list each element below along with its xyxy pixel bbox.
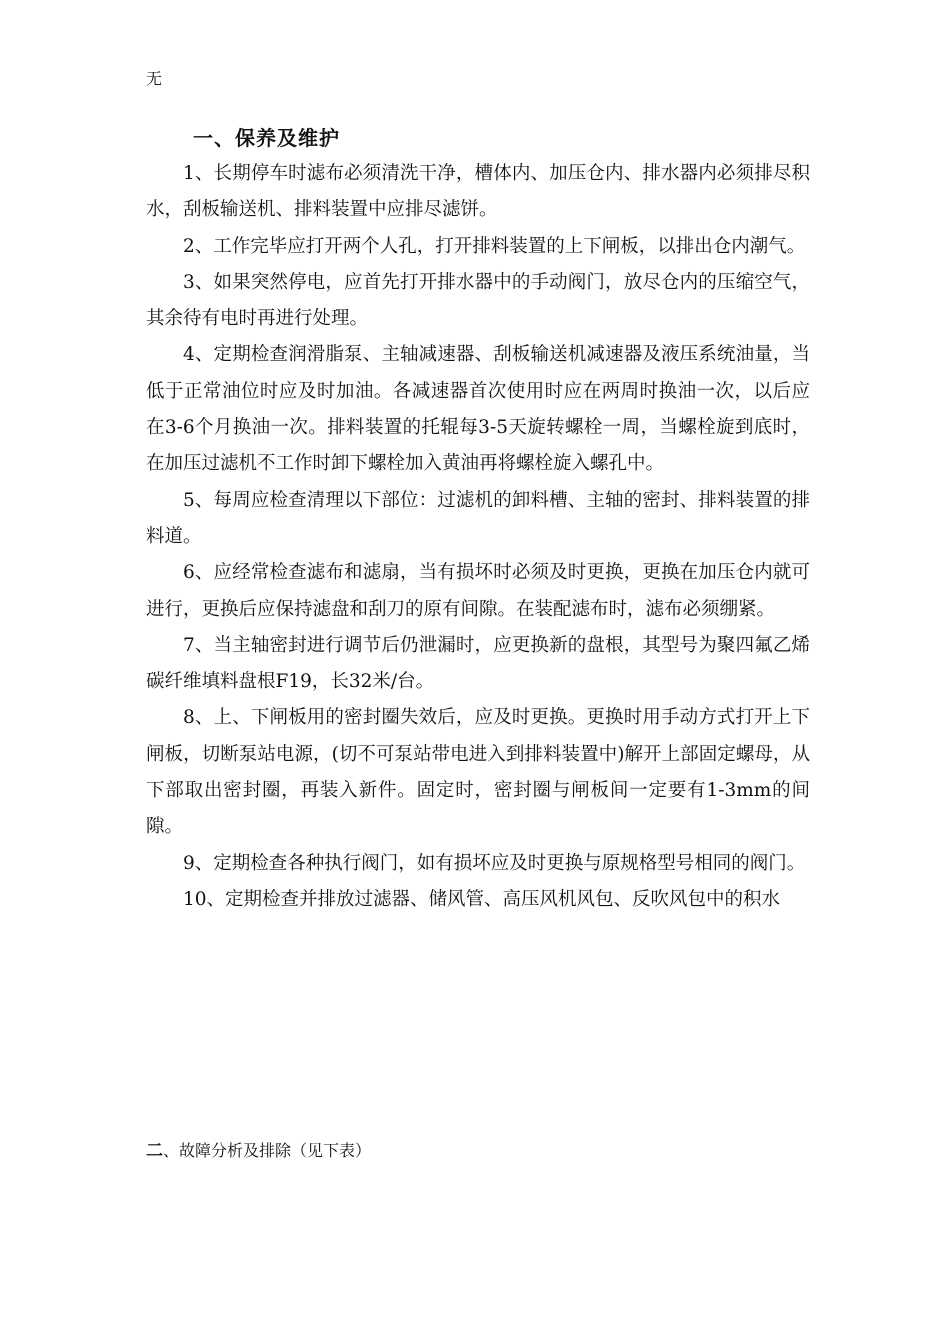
paragraph-7: 7、当主轴密封进行调节后仍泄漏时，应更换新的盘根，其型号为聚四氟乙烯碳纤维填料盘根F19，长32米/台。 xyxy=(146,634,810,693)
paragraph-9: 9、定期检查各种执行阀门，如有损坏应及时更换与原规格型号相同的阀门。 xyxy=(183,852,806,874)
section-title-maintenance: 一、保养及维护 xyxy=(193,126,340,150)
section2-title-text: 、故障分析及排除（见下表） xyxy=(163,1141,372,1160)
paragraph-5: 5、每周应检查清理以下部位：过滤机的卸料槽、主轴的密封、排料装置的排料道。 xyxy=(146,489,810,547)
paragraph-1: 1、长期停车时滤布必须清洗干净，槽体内、加压仓内、排水器内必须排尽积水，刮板输送机、排料装置中应排尽滤饼。 xyxy=(146,163,810,221)
top-note: 无 xyxy=(146,69,163,88)
paragraph-8: 8、上、下闸板用的密封圈失效后，应及时更换。更换时用手动方式打开上下闸板，切断泵站电源，(切不可泵站带电进入到排料装置中)解开上部固定螺母，从下部取出密封圈，再装入新件。固定时，密封圈与闸板间一定要有1-3mm的间隙。 xyxy=(146,707,810,838)
maintenance-body xyxy=(146,156,810,918)
paragraph-2: 2、工作完毕应打开两个人孔，打开排料装置的上下闸板，以排出仓内潮气。 xyxy=(183,235,806,257)
paragraph-4: 4、定期检查润滑脂泵、主轴减速器、刮板输送机减速器及液压系统油量，当低于正常油位时应及时加油。各减速器首次使用时应在两周时换油一次，以后应在3-6个月换油一次。排料装置的托辊每3-5天旋转螺栓一周，当螺栓旋到底时，在加压过滤机不工作时卸下螺栓加入黄油再将螺栓旋入螺孔中。 xyxy=(146,344,810,475)
section2-number: 二 xyxy=(146,1141,163,1161)
paragraph-6: 6、应经常检查滤布和滤扇，当有损坏时必须及时更换，更换在加压仓内就可进行，更换后应保持滤盘和刮刀的原有间隙。在装配滤布时，滤布必须绷紧。 xyxy=(146,562,810,620)
paragraph-3: 3、如果突然停电，应首先打开排水器中的手动阀门，放尽仓内的压缩空气，其余待有电时再进行处理。 xyxy=(146,271,810,330)
paragraph-10: 10、定期检查并排放过滤器、储风管、高压风机风包、反吹风包中的积水 xyxy=(183,888,781,910)
section-title-troubleshooting xyxy=(146,1140,371,1162)
